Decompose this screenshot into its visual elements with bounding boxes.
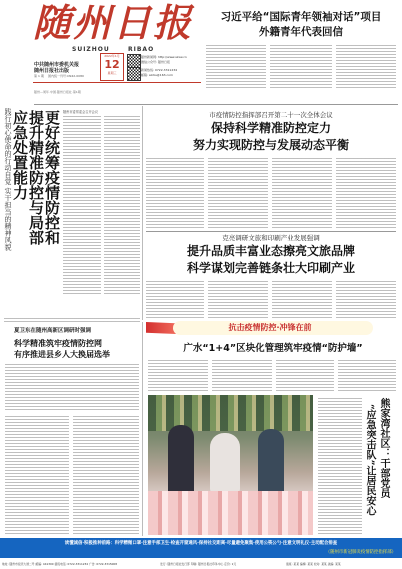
photo-person: [210, 433, 240, 493]
email-line: 邮箱: szrbs@163.com: [141, 73, 173, 77]
masthead-pinyin-left: SUIZHOU: [72, 46, 110, 53]
feature-body-col3: [276, 360, 334, 392]
feature-body-col1: [148, 360, 208, 392]
left-headline-col2: 提升精准防控与局部: [27, 110, 45, 245]
photo-counter: [148, 491, 313, 535]
masthead-note: 随州—周年·中国·随州日报社·第1期: [34, 90, 81, 94]
feature-body-col4: [338, 360, 396, 392]
story3-body-col4: [336, 281, 396, 319]
lower-left-body-col1: [5, 416, 69, 534]
story3-body-col2: [208, 281, 268, 319]
photo-person: [258, 429, 284, 495]
lead-body-col1: [206, 45, 266, 90]
feature-title: 广水“1+4”区块化管理筑牢疫情“防护墙”: [183, 343, 363, 354]
story3-title-line2: 科学谋划完善链条壮大印刷产业: [186, 261, 355, 275]
left-headline-col1: 应急处置能力: [11, 110, 29, 200]
qr-code-icon: [127, 67, 141, 81]
photo-shelf: [148, 395, 313, 431]
vertical-divider: [142, 322, 143, 536]
org-line1: 中共随州市委机关报: [34, 62, 80, 68]
left-subhead: 践行初心使命的行动自觉 实干担当的精神风貌: [4, 108, 12, 251]
story2-body-col1: [146, 158, 204, 228]
vertical-divider: [142, 106, 143, 320]
footer-middle: 发行: 随州日报社发行部 印刷: 随州日报社印务中心 定价: 1元: [160, 562, 237, 566]
right-headline-col2: “应急突击队”让居民安心: [364, 404, 375, 516]
website-line: 随州新闻网: http://www.szxw.cn: [141, 55, 187, 59]
left-body-lower: [4, 318, 140, 324]
lower-left-body-top: [5, 364, 139, 412]
divider: [146, 231, 396, 232]
org-line2: 随州日报社出版: [34, 68, 70, 74]
cn-number: 国内统一刊号:CN42-0080: [48, 74, 84, 78]
left-headline-col3: 更好统筹疫情防控和: [43, 110, 61, 245]
story2-title-line1: 保持科学精准防控定力: [210, 121, 331, 135]
left-byline: 随州市委常委会召开会议: [63, 110, 99, 114]
feature-body-col2: [212, 360, 272, 392]
story3-body-col3: [272, 281, 332, 319]
date-day: 12: [104, 58, 120, 71]
qr-code-icon: [127, 54, 141, 68]
story2-kicker: 市疫情防控指挥部召开第二十一次全体会议: [209, 111, 333, 119]
lead-title-line1: 习近平给“国际青年领袖对话”项目: [220, 11, 382, 23]
left-body-col1: [63, 116, 101, 296]
date-weekday: 星期三: [107, 71, 117, 75]
story2-body-col4: [336, 158, 396, 228]
lead-title-line2: 外籍青年代表回信: [259, 26, 343, 38]
story2-body-col2: [208, 158, 268, 228]
lower-left-kicker: 夏卫东在随州高新区调研时强调: [14, 328, 92, 334]
lead-body-col3: [336, 45, 396, 90]
lower-left-title-line2: 有序推进县乡人大换届选举: [14, 350, 110, 359]
wechat-line: 微信公众号: 随州日报: [141, 60, 170, 64]
footer-left: 地址: 随州市迎宾大道二号 邮编: 441300 值班电话: 0722-3311234 广告: 0722-3315008: [2, 562, 117, 566]
story3-title-line1: 提升品质丰富业态擦亮文旅品牌: [186, 244, 355, 258]
divider: [34, 104, 398, 105]
lower-left-body-col2: [73, 416, 139, 534]
lead-body-col2: [270, 45, 332, 90]
story3-kicker: 克亮调研文旅和印刷产业发展强调: [222, 234, 320, 242]
banner-flag-icon: [146, 322, 176, 334]
footer-band-line1: 读懂诚信·积极推种前路：科学精微口罩·注意手部卫生·检查开窗通风·保持社交距离·尽量避免聚集·使用公筷公勺·注意文明礼仪·主动配合排查: [64, 541, 338, 546]
banner-label: 抗击疫情防控·冲锋在前: [228, 323, 312, 332]
photo-person: [168, 425, 194, 495]
hotline-line: 新闻热线: 0722-3311234: [141, 68, 178, 72]
news-photo: [148, 395, 313, 535]
story2-body-col3: [272, 158, 332, 228]
right-body-col1: [318, 398, 362, 534]
left-body-col2: [104, 116, 140, 296]
masthead-rule: [33, 82, 201, 83]
date-box: [100, 53, 124, 81]
issue-number: 第 1 期: [34, 74, 44, 78]
right-headline-col1: 熊家湾社区：干部党员: [378, 398, 389, 498]
date-month: 2022年1月: [104, 54, 120, 58]
footer-right: 值班: 某某 编辑: 某某 校对: 某某 美编: 某某: [286, 562, 341, 566]
masthead-title: 随州日报: [33, 0, 194, 45]
masthead-pinyin-right: RIBAO: [128, 46, 155, 53]
footer-band-line2: （随州市新冠肺炎疫情防控指挥部）: [325, 550, 396, 555]
story2-title-line2: 努力实现防控与发展动态平衡: [192, 138, 349, 152]
lower-left-title-line1: 科学精准筑牢疫情防控网: [14, 339, 102, 348]
story3-body-col1: [146, 281, 204, 319]
